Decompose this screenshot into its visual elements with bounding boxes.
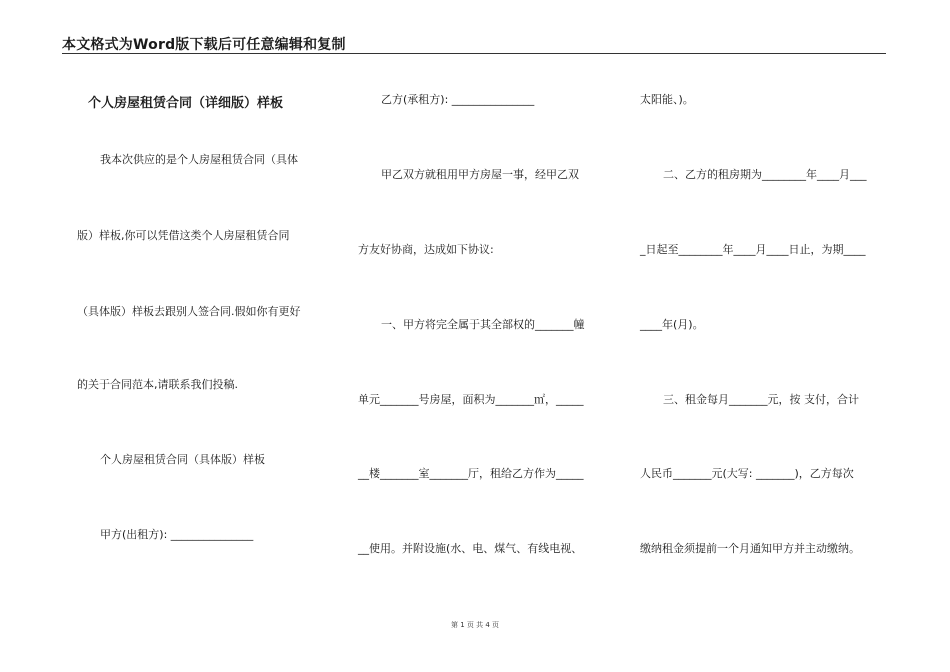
col2-line-1: 乙方(承租方): _______________ bbox=[381, 93, 535, 106]
col1-line-4: 的关于合同范本,请联系我们投稿. bbox=[77, 378, 238, 391]
header-title: 本文格式为Word版下载后可任意编辑和复制 bbox=[62, 37, 346, 53]
col1-line-3: （具体版）样板去跟别人签合同.假如你有更好 bbox=[77, 305, 301, 318]
col3-line-1: 太阳能、)。 bbox=[640, 93, 694, 106]
col2-line-3: 方友好协商，达成如下协议: bbox=[358, 243, 494, 256]
col1-line-2: 版）样板,你可以凭借这类个人房屋租赁合同 bbox=[77, 229, 290, 242]
col3-line-5: 三、租金每月_______元，按 支付，合计 bbox=[663, 393, 859, 406]
col2-line-2: 甲乙双方就租用甲方房屋一事，经甲乙双 bbox=[381, 168, 579, 181]
page-number: 第 1 页 共 4 页 bbox=[450, 621, 500, 629]
col3-line-7: 缴纳租金须提前一个月通知甲方并主动缴纳。 bbox=[640, 542, 860, 555]
header-divider bbox=[62, 53, 886, 54]
col2-line-6: __楼_______室_______厅，租给乙方作为_____ bbox=[358, 467, 584, 480]
document-title: 个人房屋租赁合同（详细版）样板 bbox=[88, 96, 284, 111]
col3-line-2: 二、乙方的租房期为________年____月___ bbox=[663, 168, 867, 181]
col2-line-4: 一、甲方将完全属于其全部权的_______幢 bbox=[381, 318, 585, 331]
col1-line-5: 个人房屋租赁合同（具体版）样板 bbox=[100, 453, 265, 466]
col3-line-6: 人民币_______元(大写: _______)，乙方每次 bbox=[640, 467, 854, 480]
col1-line-6: 甲方(出租方): _______________ bbox=[100, 528, 254, 541]
col1-line-1: 我本次供应的是个人房屋租赁合同（具体 bbox=[100, 153, 298, 166]
col2-line-5: 单元_______号房屋，面积为_______㎡，_____ bbox=[358, 393, 584, 406]
col2-line-7: __使用。并附设施(水、电、煤气、有线电视、 bbox=[358, 542, 583, 555]
col3-line-3: _日起至________年____月____日止，为期____ bbox=[640, 243, 866, 256]
col3-line-4: ____年(月)。 bbox=[640, 318, 704, 331]
